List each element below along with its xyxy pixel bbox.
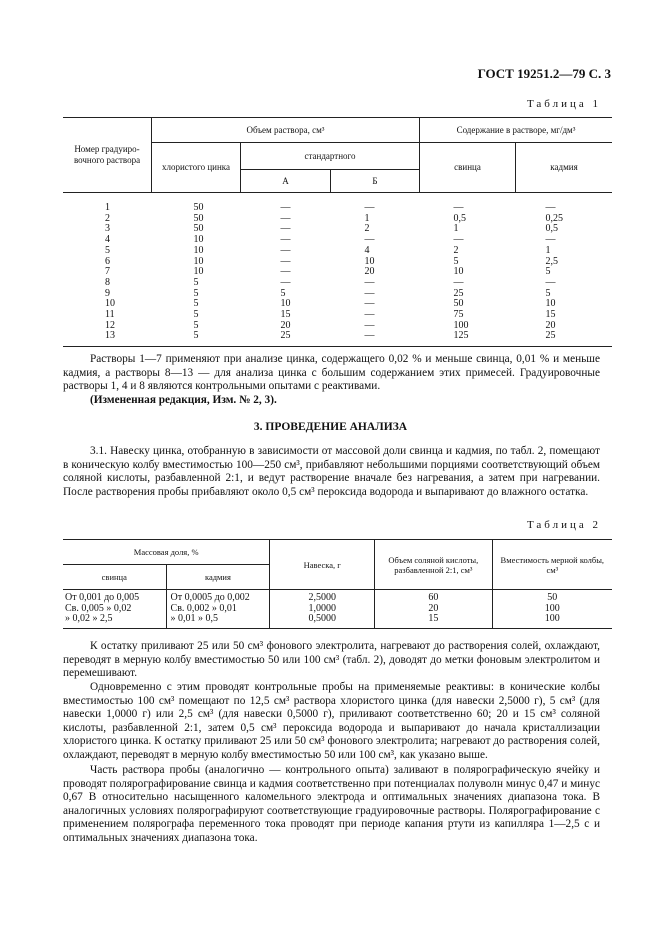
t2-acid-cell — [375, 590, 493, 629]
t1-cell: 1 — [364, 212, 370, 224]
t1-group-content: Содержание в растворе, мг/дм³ — [420, 118, 613, 143]
section-title: 3. ПРОВЕДЕНИЕ АНАЛИЗА — [253, 421, 408, 433]
t1-cell: — — [364, 309, 375, 321]
table1-caption: Таблица 1 — [526, 98, 601, 110]
t1-cell: 25 — [545, 330, 556, 342]
t1-row — [63, 246, 612, 257]
t1-cell: — — [280, 244, 291, 256]
t1-cell: — — [545, 234, 556, 246]
t1-cell: 10 — [193, 234, 204, 246]
t1-cell: — — [280, 255, 291, 267]
t2-lead-0: От 0,001 до 0,005 — [65, 592, 140, 603]
t1-cell: — — [453, 234, 464, 246]
t1-cell: 20 — [280, 319, 291, 331]
t2-lead-cell — [63, 590, 166, 629]
paragraph-polarography: Часть раствора пробы (аналогично — контрольного опыта) заливают в полярографическую ячейку и проводят полярографирование свинца и кадмия соответственно при потенциалах полуволн минус 0,47 и минус 0,67 В относительно насыщенного каломельного электрода и оптимальных значениях диапазона тока. В аналогичных условиях полярографируют соответствующие градуировочные растворы. Полярографирование с применением полярографа переменного тока проводят при периоде капания ртути из капилляра 1—2,5 с и оптимальных значениях диапазона тока. — [63, 764, 600, 844]
t1-body — [63, 193, 612, 347]
t1-cell: 10 — [105, 298, 115, 310]
t1-cell: — — [364, 319, 375, 331]
t1-cell: — — [280, 202, 291, 213]
t2-sample-cell — [270, 590, 375, 629]
t1-row — [63, 214, 612, 225]
t2-flask-2: 100 — [544, 613, 560, 624]
t1-cell: 5 — [105, 244, 110, 256]
t1-cell: 5 — [453, 255, 459, 267]
t1-cell: 0,5 — [545, 223, 558, 235]
t2-sample-0: 2,5000 — [308, 592, 336, 603]
t2-col-lead: свинца — [63, 565, 166, 590]
t2-cadmium-0: От 0,0005 до 0,002 — [170, 592, 250, 603]
t1-cell: 25 — [453, 287, 464, 299]
t1-cell: 4 — [364, 244, 370, 256]
t1-cell: 10 — [364, 255, 375, 267]
t1-cell: 10 — [545, 298, 556, 310]
t1-row — [63, 257, 612, 268]
t2-group-mass: Массовая доля, % — [63, 540, 270, 565]
t2-col-flask: Вместимость мерной колбы, см³ — [492, 540, 612, 590]
t1-cell: 15 — [280, 309, 291, 321]
t1-cell: 50 — [193, 212, 204, 224]
t1-cell: 5 — [193, 287, 199, 299]
t1-cell: — — [280, 276, 291, 288]
t1-row — [63, 235, 612, 246]
t1-cell: 5 — [545, 287, 551, 299]
t1-cell: 10 — [193, 255, 204, 267]
t1-cell: 7 — [105, 266, 110, 278]
t1-cell: 1 — [453, 223, 459, 235]
t2-cadmium-1: Св. 0,002 » 0,01 — [170, 602, 237, 614]
t2-acid-1: 20 — [428, 602, 439, 614]
t2-flask-0: 50 — [547, 592, 558, 603]
t1-cell: 5 — [193, 330, 199, 342]
t2-col-cadmium: кадмия — [166, 565, 270, 590]
t1-cell: 100 — [453, 319, 469, 331]
t2-col-acid: Объем соляной кислоты, разбавленной 2:1, см³ — [375, 540, 493, 590]
t1-row — [63, 224, 612, 235]
t1-cell: — — [545, 276, 556, 288]
paragraph-control: Одновременно с этим проводят контрольные пробы на применяемые реактивы: в конические колбы вместимостью 100 см³ помещают по 12,5 см³ раствора хлористого цинка (для навески 2,5000 г), 5 см³ (для навески 1,0000 г) или 2,5 см³ (для навески 0,5000 г), приливают соответственно 60; 20 и 15 см³ соляной кислоты, разбавленной 2:1, затем 0,5 см³ пероксида водорода и выпаривают до начала кристаллизации хлористого цинка. К остатку приливают 25 или 50 см³ фонового электролита; нагревают до растворения солей, охлаждают, переводят в мерную колбу вместимостью 50 или 100 см³, как указано выше. — [63, 681, 600, 761]
t1-cell: 15 — [545, 309, 556, 321]
t1-col-b: Б — [331, 170, 420, 193]
t2-acid-0: 60 — [428, 592, 439, 603]
t1-cell: 5 — [193, 319, 199, 331]
paragraph-residue: К остатку приливают 25 или 50 см³ фонового электролита, нагревают до растворения солей, охлаждают, переводят в мерную колбу вместимостью 50 или 100 см³ (табл. 2), доводят до метки фоновым электролитом и перемешивают. — [63, 640, 600, 680]
t2-sample-1: 1,0000 — [308, 602, 336, 614]
t1-cell: — — [364, 330, 375, 342]
t1-group-volume: Объем раствора, см³ — [152, 118, 420, 143]
table2-caption: Таблица 2 — [526, 519, 601, 531]
t1-cell: 1 — [545, 244, 551, 256]
t1-row — [63, 267, 612, 278]
t2-lead-2: » 0,02 » 2,5 — [65, 613, 113, 624]
t1-cell: 10 — [280, 298, 291, 310]
t1-cell: — — [364, 298, 375, 310]
t2-body — [63, 590, 612, 629]
t1-col-cadmium: кадмия — [516, 143, 613, 193]
t1-cell: — — [453, 202, 464, 213]
revision-note: (Измененная редакция, Изм. № 2, 3). — [90, 394, 277, 406]
t1-cell: 20 — [364, 266, 375, 278]
t1-cell: 4 — [105, 234, 110, 246]
t1-cell: — — [364, 287, 375, 299]
t2-col-sample: Навеска, г — [270, 540, 375, 590]
t1-cell: — — [364, 234, 375, 246]
t1-row — [63, 331, 612, 346]
t1-col-lead: свинца — [420, 143, 516, 193]
t1-col-zinc: хлористого цинка — [152, 143, 241, 193]
t1-cell: 10 — [193, 244, 204, 256]
t1-cell: 3 — [105, 223, 110, 235]
t1-cell: 50 — [193, 202, 204, 213]
t1-cell: 5 — [193, 298, 199, 310]
t1-row — [63, 299, 612, 310]
t1-row — [63, 289, 612, 300]
t2-lead-1: Св. 0,005 » 0,02 — [65, 602, 132, 614]
t1-cell: 2 — [453, 244, 459, 256]
t1-cell: — — [364, 202, 375, 213]
t1-cell: 0,25 — [545, 212, 563, 224]
t2-flask-1: 100 — [544, 602, 560, 614]
t1-col-a: А — [241, 170, 331, 193]
t1-col-number: Номер градуиро-вочного раствора — [63, 118, 152, 193]
t1-cell: 6 — [105, 255, 110, 267]
t1-cell: — — [453, 276, 464, 288]
t2-acid-2: 15 — [428, 613, 439, 624]
t1-row — [63, 310, 612, 321]
t1-cell: 5 — [193, 276, 199, 288]
t2-cadmium-2: » 0,01 » 0,5 — [170, 613, 219, 624]
t1-cell: — — [364, 276, 375, 288]
t1-cell: 20 — [545, 319, 556, 331]
t1-cell: 2 — [105, 212, 110, 224]
t1-group-standard: стандартного — [241, 143, 420, 170]
t1-cell: — — [280, 234, 291, 246]
t1-cell: 9 — [105, 287, 110, 299]
table2 — [63, 539, 612, 629]
table1 — [63, 117, 612, 347]
t1-cell: 50 — [193, 223, 204, 235]
t1-cell: 1 — [105, 202, 110, 213]
t1-cell: 25 — [280, 330, 291, 342]
t1-cell: 2,5 — [545, 255, 558, 267]
t2-flask-cell — [492, 590, 612, 629]
t2-cadmium-cell — [166, 590, 270, 629]
t1-cell: — — [280, 212, 291, 224]
paragraph-solutions: Растворы 1—7 применяют при анализе цинка, содержащего 0,02 % и меньше свинца, 0,01 % и меньше кадмия, а растворы 8—13 — для анализа цинка с большим содержанием этих примесей. Градуировочные растворы 1, 4 и 8 являются контрольными опытами с реактивами. — [63, 353, 600, 393]
t2-sample-2: 0,5000 — [308, 613, 336, 624]
t1-row — [63, 321, 612, 332]
t1-cell: 75 — [453, 309, 464, 321]
t1-cell: 10 — [453, 266, 464, 278]
t1-cell: 0,5 — [453, 212, 466, 224]
t1-cell: 5 — [193, 309, 199, 321]
t1-cell: — — [280, 266, 291, 278]
t1-cell: 13 — [105, 330, 115, 342]
t1-cell: 12 — [105, 319, 115, 331]
t1-cell: — — [280, 223, 291, 235]
t1-cell: 125 — [453, 330, 469, 342]
t1-row — [63, 193, 612, 214]
page-header: ГОСТ 19251.2—79 С. 3 — [477, 66, 611, 81]
paragraph-3-1: 3.1. Навеску цинка, отобранную в зависимости от массовой доли свинца и кадмия, по табл. 2, помещают в коническую колбу вместимостью 100—250 см³, прибавляют небольшими порциями соответствующий объем соляной кислоты, разбавленной 2:1, и ведут растворение вначале без нагревания, а затем при нагревании. После растворения пробы прибавляют около 0,5 см³ пероксида водорода и выпаривают до влажного остатка. — [63, 445, 600, 498]
t1-row — [63, 278, 612, 289]
t1-cell: 5 — [545, 266, 551, 278]
t1-cell: 2 — [364, 223, 370, 235]
t1-cell: — — [545, 202, 556, 213]
t1-cell: 10 — [193, 266, 204, 278]
t1-cell: 50 — [453, 298, 464, 310]
t1-cell: 11 — [105, 309, 115, 321]
t1-cell: 8 — [105, 276, 110, 288]
t1-cell: 5 — [280, 287, 286, 299]
